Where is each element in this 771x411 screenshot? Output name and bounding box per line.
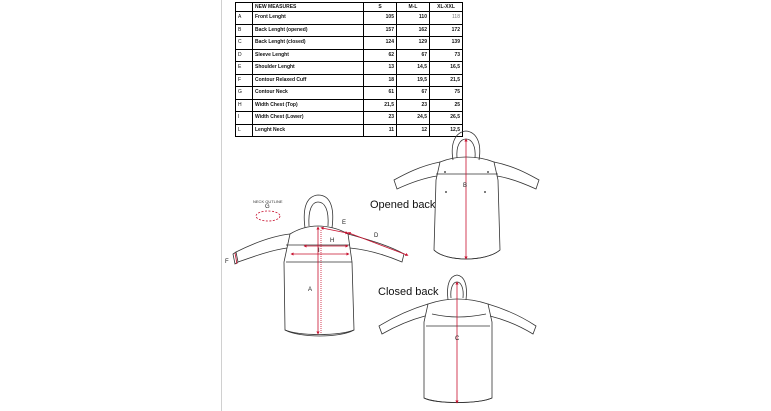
row-size-ml-cell: 110	[397, 12, 430, 25]
row-size-xl-cell: 26,5	[430, 112, 463, 125]
letter-d: D	[374, 233, 379, 239]
row-size-xl-cell: 73	[430, 49, 463, 62]
row-size-s-cell: 18	[364, 74, 397, 87]
row-size-ml-cell: 67	[397, 49, 430, 62]
letter-a: A	[308, 287, 313, 293]
row-size-xl-cell: 21,5	[430, 74, 463, 87]
row-label-cell: Contour Neck	[253, 87, 364, 100]
row-label-cell: Width Chest (Top)	[253, 99, 364, 112]
neck-outline-ellipse	[256, 211, 280, 221]
row-code-cell: H	[236, 99, 253, 112]
letter-e: E	[342, 220, 347, 226]
row-code-cell: E	[236, 62, 253, 75]
row-size-xl-cell: 16,5	[430, 62, 463, 75]
opened-back-right-sleeve	[494, 162, 539, 189]
letter-b: B	[463, 183, 468, 189]
row-code-cell: L	[236, 124, 253, 137]
letter-i: I	[318, 248, 320, 254]
header-size-ml: M-L	[397, 3, 430, 12]
front-body	[284, 226, 354, 336]
row-size-ml-cell: 67	[397, 87, 430, 100]
row-size-xl-cell: 172	[430, 24, 463, 37]
closed-back-left-sleeve	[379, 304, 428, 334]
row-size-ml-cell: 19,5	[397, 74, 430, 87]
row-size-s-cell: 11	[364, 124, 397, 137]
row-size-s-cell: 62	[364, 49, 397, 62]
row-size-s-cell: 13	[364, 62, 397, 75]
letter-f: F	[225, 259, 229, 265]
opened-back-title: Opened back	[370, 199, 436, 211]
row-size-ml-cell: 129	[397, 37, 430, 50]
row-size-ml-cell: 162	[397, 24, 430, 37]
front-view-measures	[235, 211, 407, 333]
opened-back-body	[434, 157, 500, 259]
row-label-cell: Back Lenght (closed)	[253, 37, 364, 50]
row-size-xl-cell: 139	[430, 37, 463, 50]
row-code-cell: D	[236, 49, 253, 62]
closed-back-title: Closed back	[378, 286, 439, 298]
neck-outline-label: NECK OUTLINE	[253, 199, 283, 204]
row-label-cell: Contour Relaxed Cuff	[253, 74, 364, 87]
opened-back-drawing	[394, 131, 539, 259]
row-size-xl-cell: 75	[430, 87, 463, 100]
letter-g: G	[265, 204, 270, 210]
measure-e-line	[322, 228, 347, 233]
row-size-ml-cell: 23	[397, 99, 430, 112]
opened-back-left-sleeve	[394, 162, 440, 189]
row-label-cell: Sleeve Lenght	[253, 49, 364, 62]
header-size-xl: XL-XXL	[430, 3, 463, 12]
row-size-ml-cell: 14,5	[397, 62, 430, 75]
row-size-s-cell: 21,5	[364, 99, 397, 112]
row-size-xl-cell: 118	[430, 12, 463, 25]
row-label-cell: Width Chest (Lower)	[253, 112, 364, 125]
front-left-sleeve	[236, 234, 290, 262]
letter-c: C	[455, 336, 460, 342]
row-label-cell: Front Lenght	[253, 12, 364, 25]
closed-back-right-sleeve	[488, 304, 536, 334]
row-size-ml-cell: 12	[397, 124, 430, 137]
row-size-xl-cell: 25	[430, 99, 463, 112]
row-size-s-cell: 23	[364, 112, 397, 125]
front-view-drawing	[233, 195, 404, 336]
row-label-cell: Lenght Neck	[253, 124, 364, 137]
row-size-s-cell: 105	[364, 12, 397, 25]
row-code-cell: C	[236, 37, 253, 50]
row-code-cell: F	[236, 74, 253, 87]
row-label-cell: Shoulder Lenght	[253, 62, 364, 75]
row-size-s-cell: 157	[364, 24, 397, 37]
row-size-s-cell: 124	[364, 37, 397, 50]
header-label-cell: NEW MEASURES	[253, 3, 364, 12]
letter-h: H	[330, 238, 335, 244]
row-code-cell: B	[236, 24, 253, 37]
row-code-cell: A	[236, 12, 253, 25]
header-size-s: S	[364, 3, 397, 12]
row-size-ml-cell: 24,5	[397, 112, 430, 125]
row-code-cell: G	[236, 87, 253, 100]
row-label-cell: Back Lenght (opened)	[253, 24, 364, 37]
row-size-s-cell: 61	[364, 87, 397, 100]
row-code-cell: I	[236, 112, 253, 125]
row-size-xl-cell: 12,5	[430, 124, 463, 137]
